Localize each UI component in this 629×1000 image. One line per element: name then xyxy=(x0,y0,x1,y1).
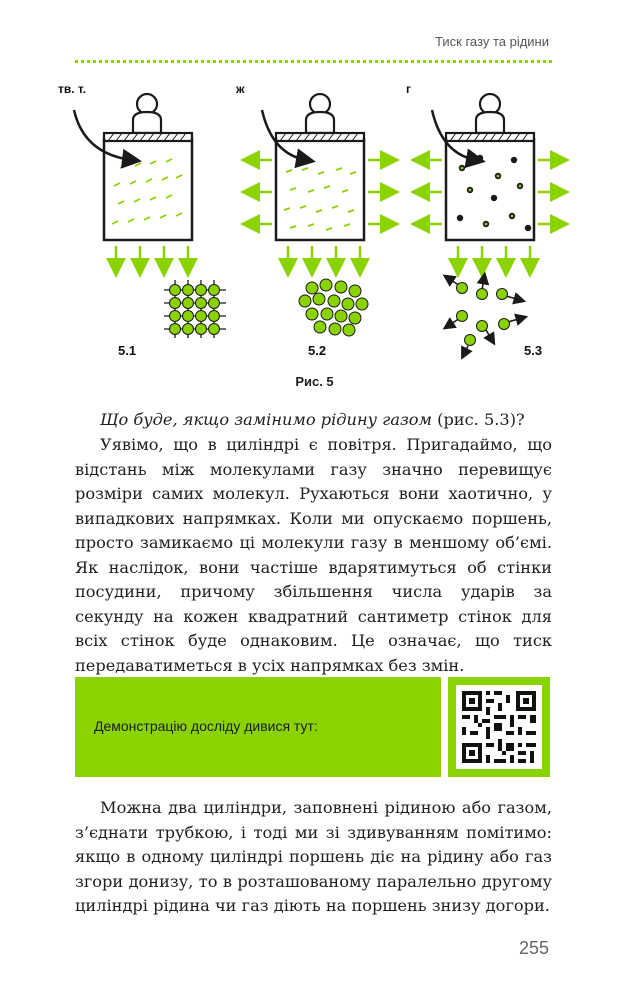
qr-code-icon xyxy=(456,685,542,769)
demo-label: Демонстрацію досліду дивися тут: xyxy=(94,718,318,734)
figure-illustration xyxy=(50,78,580,378)
figure-5 xyxy=(50,78,580,378)
page-number: 255 xyxy=(518,938,549,958)
figure-caption: Рис. 5 xyxy=(295,374,334,389)
question-italic: Що буде, якщо замінимо рідину газом xyxy=(100,410,432,429)
qr-code-pattern xyxy=(456,685,542,769)
header-divider xyxy=(75,60,552,63)
panel-solid xyxy=(74,94,226,338)
panel-number-5-2: 5.2 xyxy=(308,343,327,358)
paragraph-1-text: Уявімо, що в циліндрі є повітря. Пригадаймо, що відстань між молекулами газу значно перевищує розміри самих молекул. Рухаються вони хаотично, у випадкових напрямках. Коли ми опускаємо поршень, просто замикаємо ці молекули газу в меншому об’ємі. Як наслідок, вони частіше вдарятимуться об стінки посудини, причому збільшення числа ударів за секунду на кожен квадратний сантиметр стінок для всіх стінок буде однаковим. Це означає, що тиск передаватиметься в усіх напрямках без змін. xyxy=(75,435,552,675)
question-ref: (рис. 5.3)? xyxy=(431,410,525,429)
qr-code[interactable] xyxy=(448,677,550,777)
panel-label-gas: г xyxy=(406,82,411,96)
paragraph-1 xyxy=(75,433,552,678)
running-header: Тиск газу та рідини xyxy=(435,34,549,49)
panel-label-solid: тв. т. xyxy=(58,82,87,96)
panel-number-5-1: 5.1 xyxy=(118,343,137,358)
paragraph-2-text: Можна два циліндри, заповнені рідиною або газом, з’єднати трубкою, і тоді ми зі здивуванням помітимо: якщо в одному циліндрі поршень діє на рідину або газ згори донизу, то в розташованому паралельно другому циліндрі рідина чи газ діють на поршень знизу догори. xyxy=(75,798,552,915)
panel-liquid xyxy=(250,94,390,336)
panel-gas xyxy=(420,94,560,354)
panel-number-5-3: 5.3 xyxy=(524,343,543,358)
demo-banner xyxy=(75,677,441,777)
panel-label-liquid: ж xyxy=(236,82,245,96)
question-line xyxy=(100,408,550,433)
paragraph-2 xyxy=(75,796,552,919)
